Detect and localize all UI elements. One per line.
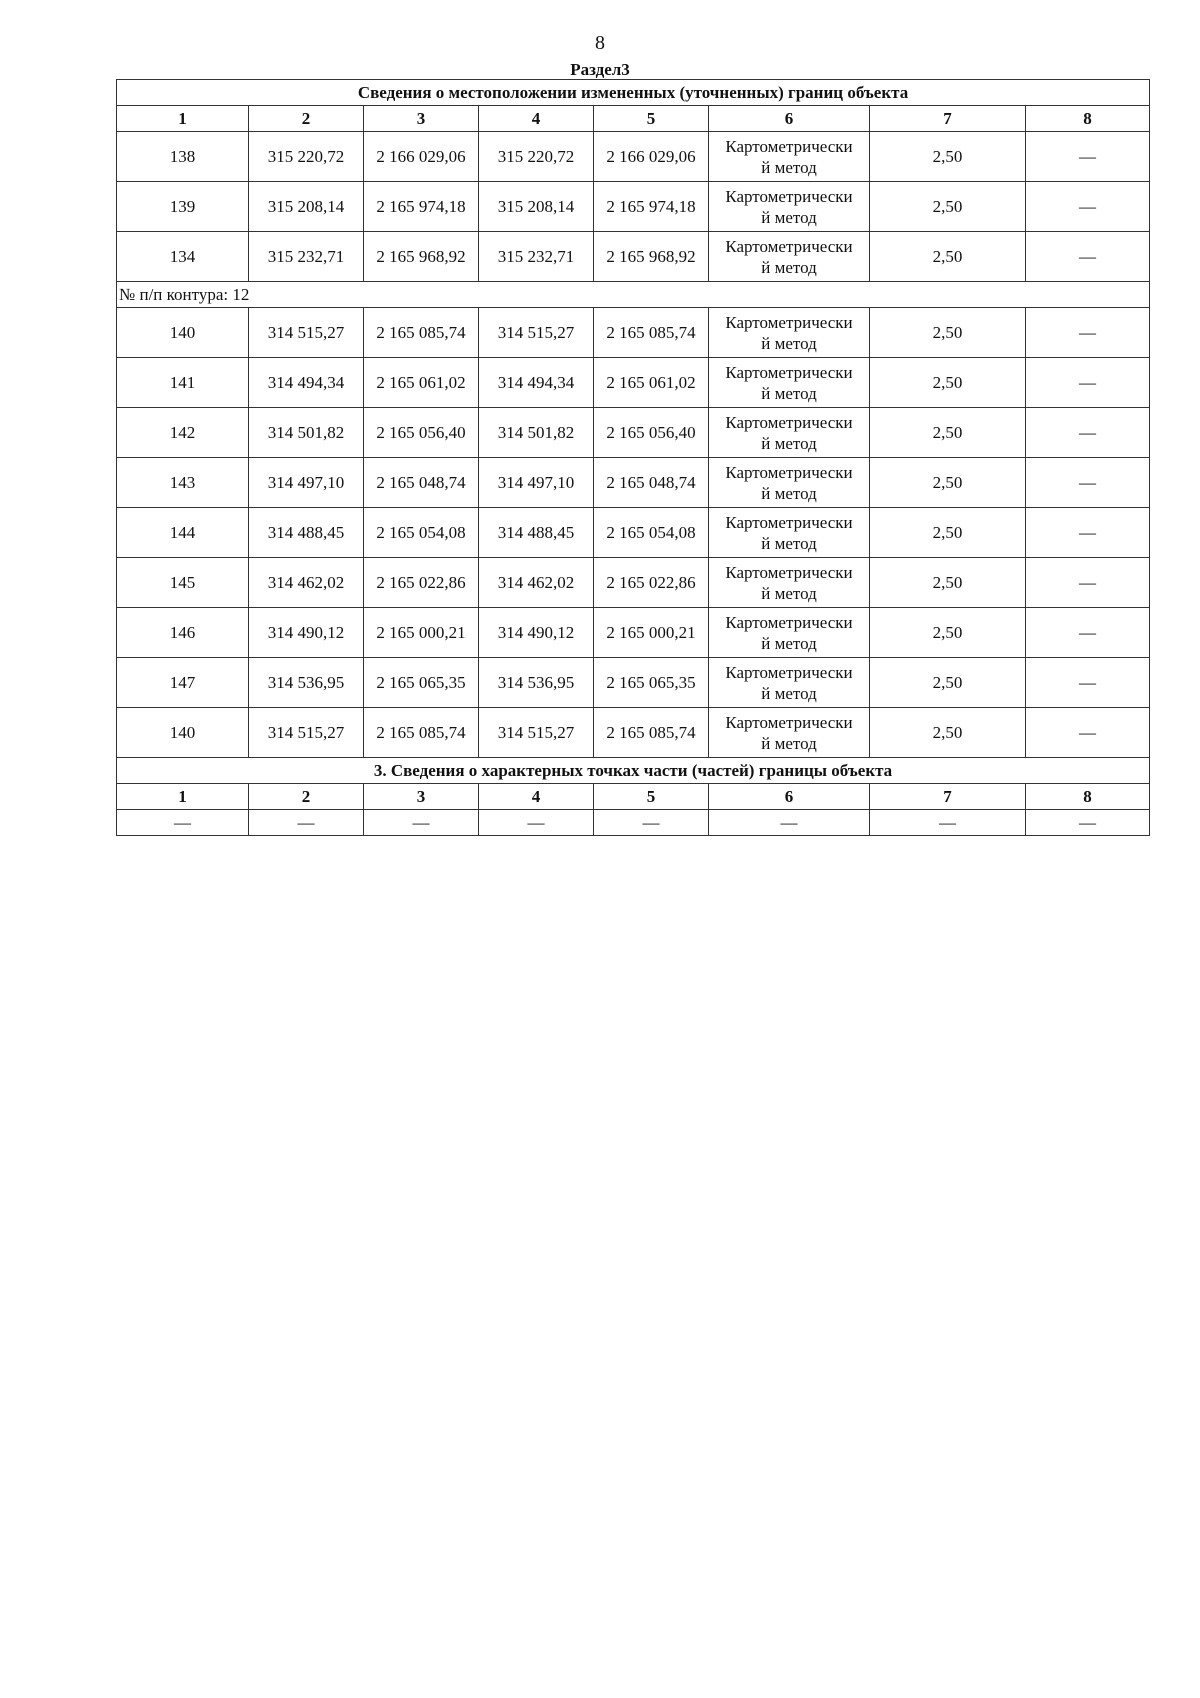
cell-accuracy: 2,50	[870, 232, 1026, 282]
table-row	[117, 508, 1150, 558]
cell-point-number: 139	[117, 182, 249, 232]
table-row	[117, 608, 1150, 658]
column-header-row	[117, 784, 1150, 810]
cell-y-old: 2 165 085,74	[364, 308, 479, 358]
table-row	[117, 708, 1150, 758]
contour-row	[117, 282, 1150, 308]
table-row	[117, 308, 1150, 358]
cell-y-old: 2 165 054,08	[364, 508, 479, 558]
cell-y-old: 2 165 061,02	[364, 358, 479, 408]
cell-x-new: 314 462,02	[479, 558, 594, 608]
cell-y-old: 2 165 000,21	[364, 608, 479, 658]
cell-y-old: 2 165 065,35	[364, 658, 479, 708]
method-text: Картометрически й метод	[725, 562, 853, 603]
cell-x-old: 314 515,27	[249, 308, 364, 358]
table1-caption: Сведения о местоположении измененных (уточненных) границ объекта	[117, 80, 1150, 106]
cell-x-new: 314 536,95	[479, 658, 594, 708]
column-header-row	[117, 106, 1150, 132]
cell-point-number: 143	[117, 458, 249, 508]
cell-y-new: 2 165 085,74	[594, 708, 709, 758]
column-header: 1	[117, 784, 249, 810]
cell-point-number: 145	[117, 558, 249, 608]
cell-x-new: 314 488,45	[479, 508, 594, 558]
table-caption-row	[117, 758, 1150, 784]
method-text: Картометрически й метод	[725, 412, 853, 453]
cell-method	[709, 408, 870, 458]
cell-method	[709, 308, 870, 358]
method-text: Картометрически й метод	[725, 612, 853, 653]
cell-method	[709, 608, 870, 658]
cell-point-number: 147	[117, 658, 249, 708]
cell-accuracy: 2,50	[870, 508, 1026, 558]
table-row	[117, 810, 1150, 836]
cell-y-new: 2 165 022,86	[594, 558, 709, 608]
cell-y-new: 2 165 968,92	[594, 232, 709, 282]
method-text: Картометрически й метод	[725, 712, 853, 753]
contour-label: № п/п контура: 12	[117, 282, 1150, 308]
column-header: 7	[870, 784, 1026, 810]
cell-y-old: 2 165 056,40	[364, 408, 479, 458]
cell-accuracy: 2,50	[870, 358, 1026, 408]
cell-y-new: 2 165 000,21	[594, 608, 709, 658]
cell-x-old: 314 501,82	[249, 408, 364, 458]
cell-description: —	[1026, 608, 1150, 658]
cell-point-number: 134	[117, 232, 249, 282]
cell-method	[709, 658, 870, 708]
method-text: Картометрически й метод	[725, 662, 853, 703]
cell-accuracy: 2,50	[870, 708, 1026, 758]
cell-accuracy: —	[870, 810, 1026, 836]
cell-x-old: 314 488,45	[249, 508, 364, 558]
cell-point-number: 144	[117, 508, 249, 558]
cell-accuracy: 2,50	[870, 458, 1026, 508]
cell-y-new: —	[594, 810, 709, 836]
column-header: 5	[594, 784, 709, 810]
cell-description: —	[1026, 508, 1150, 558]
cell-x-new: 314 515,27	[479, 308, 594, 358]
cell-description: —	[1026, 308, 1150, 358]
column-header: 4	[479, 106, 594, 132]
cell-x-old: 314 497,10	[249, 458, 364, 508]
cell-y-old: 2 166 029,06	[364, 132, 479, 182]
cell-y-old: 2 165 085,74	[364, 708, 479, 758]
table-row	[117, 182, 1150, 232]
cell-description: —	[1026, 408, 1150, 458]
section-label: Раздел3	[570, 60, 630, 79]
column-header: 3	[364, 106, 479, 132]
column-header: 8	[1026, 784, 1150, 810]
page-number: 8	[595, 32, 605, 54]
column-header: 2	[249, 784, 364, 810]
cell-y-new: 2 166 029,06	[594, 132, 709, 182]
cell-y-new: 2 165 061,02	[594, 358, 709, 408]
method-text: Картометрически й метод	[725, 136, 853, 177]
cell-accuracy: 2,50	[870, 558, 1026, 608]
cell-description: —	[1026, 658, 1150, 708]
cell-x-new: 314 515,27	[479, 708, 594, 758]
cell-description: —	[1026, 132, 1150, 182]
cell-description: —	[1026, 232, 1150, 282]
boundary-table	[116, 79, 1150, 836]
cell-description: —	[1026, 558, 1150, 608]
cell-x-old: 314 490,12	[249, 608, 364, 658]
cell-method	[709, 708, 870, 758]
cell-point-number: 142	[117, 408, 249, 458]
cell-y-old: 2 165 974,18	[364, 182, 479, 232]
cell-accuracy: 2,50	[870, 132, 1026, 182]
column-header: 7	[870, 106, 1026, 132]
cell-x-new: 314 494,34	[479, 358, 594, 408]
cell-point-number: 138	[117, 132, 249, 182]
table-row	[117, 132, 1150, 182]
cell-x-new: 314 501,82	[479, 408, 594, 458]
table-row	[117, 558, 1150, 608]
cell-x-old: —	[249, 810, 364, 836]
cell-description: —	[1026, 458, 1150, 508]
cell-x-old: 315 208,14	[249, 182, 364, 232]
cell-y-old: 2 165 968,92	[364, 232, 479, 282]
cell-accuracy: 2,50	[870, 658, 1026, 708]
cell-method	[709, 508, 870, 558]
table2-caption: 3. Сведения о характерных точках части (частей) границы объекта	[117, 758, 1150, 784]
cell-y-new: 2 165 974,18	[594, 182, 709, 232]
cell-y-new: 2 165 085,74	[594, 308, 709, 358]
method-text: Картометрически й метод	[725, 362, 853, 403]
table-row	[117, 232, 1150, 282]
cell-x-new: —	[479, 810, 594, 836]
cell-y-old: —	[364, 810, 479, 836]
column-header: 5	[594, 106, 709, 132]
column-header: 1	[117, 106, 249, 132]
cell-method	[709, 182, 870, 232]
table-body	[117, 80, 1150, 836]
column-header: 6	[709, 784, 870, 810]
cell-y-new: 2 165 056,40	[594, 408, 709, 458]
cell-point-number: 146	[117, 608, 249, 658]
method-text: Картометрически й метод	[725, 512, 853, 553]
cell-x-old: 314 515,27	[249, 708, 364, 758]
cell-accuracy: 2,50	[870, 308, 1026, 358]
cell-method: —	[709, 810, 870, 836]
cell-method	[709, 558, 870, 608]
column-header: 8	[1026, 106, 1150, 132]
cell-y-old: 2 165 022,86	[364, 558, 479, 608]
cell-accuracy: 2,50	[870, 408, 1026, 458]
cell-x-old: 315 232,71	[249, 232, 364, 282]
table-row	[117, 358, 1150, 408]
method-text: Картометрически й метод	[725, 186, 853, 227]
cell-point-number: —	[117, 810, 249, 836]
column-header: 6	[709, 106, 870, 132]
cell-x-new: 315 220,72	[479, 132, 594, 182]
table-row	[117, 458, 1150, 508]
cell-method	[709, 132, 870, 182]
cell-y-new: 2 165 054,08	[594, 508, 709, 558]
cell-description: —	[1026, 358, 1150, 408]
cell-point-number: 140	[117, 308, 249, 358]
cell-description: —	[1026, 810, 1150, 836]
cell-description: —	[1026, 708, 1150, 758]
cell-method	[709, 232, 870, 282]
cell-method	[709, 358, 870, 408]
cell-x-new: 314 490,12	[479, 608, 594, 658]
column-header: 2	[249, 106, 364, 132]
cell-x-old: 315 220,72	[249, 132, 364, 182]
cell-x-old: 314 536,95	[249, 658, 364, 708]
cell-accuracy: 2,50	[870, 608, 1026, 658]
cell-method	[709, 458, 870, 508]
table-row	[117, 658, 1150, 708]
cell-x-new: 315 232,71	[479, 232, 594, 282]
column-header: 3	[364, 784, 479, 810]
table-caption-row	[117, 80, 1150, 106]
cell-accuracy: 2,50	[870, 182, 1026, 232]
cell-x-new: 314 497,10	[479, 458, 594, 508]
method-text: Картометрически й метод	[725, 236, 853, 277]
cell-point-number: 140	[117, 708, 249, 758]
cell-description: —	[1026, 182, 1150, 232]
table-row	[117, 408, 1150, 458]
column-header: 4	[479, 784, 594, 810]
method-text: Картометрически й метод	[725, 312, 853, 353]
cell-point-number: 141	[117, 358, 249, 408]
cell-y-old: 2 165 048,74	[364, 458, 479, 508]
cell-x-new: 315 208,14	[479, 182, 594, 232]
cell-x-old: 314 462,02	[249, 558, 364, 608]
cell-x-old: 314 494,34	[249, 358, 364, 408]
cell-y-new: 2 165 065,35	[594, 658, 709, 708]
method-text: Картометрически й метод	[725, 462, 853, 503]
cell-y-new: 2 165 048,74	[594, 458, 709, 508]
